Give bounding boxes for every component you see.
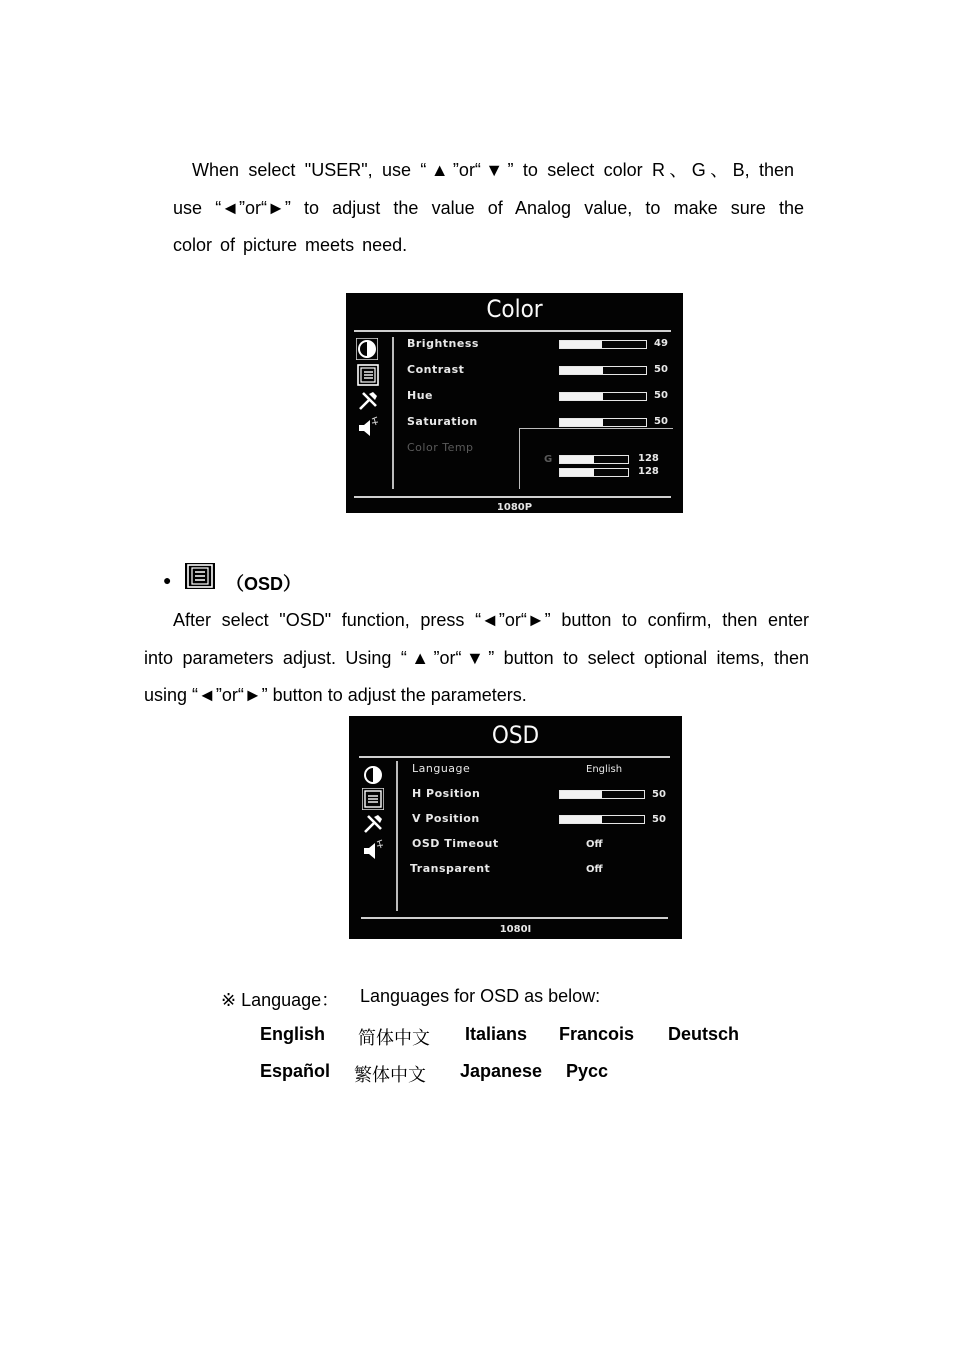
contrast-icon (356, 338, 378, 360)
h-position-value: 50 (652, 789, 666, 800)
language-item: Deutsch (668, 1024, 740, 1044)
h-position-label: H Position (412, 787, 481, 800)
osd-menu-title: OSD (491, 721, 540, 749)
contrast-icon (362, 764, 384, 786)
sub-bar-1-value: 128 (638, 453, 659, 464)
color-menu-screenshot (346, 293, 683, 513)
language-value: English (586, 764, 623, 775)
tools-icon (362, 813, 384, 835)
user-color-instruction-line1: When select "USER", use “▲”or“▼” to select color R、G、B, then (192, 160, 794, 180)
osd-menu-icon (185, 563, 215, 589)
osd-bullet: ● (163, 572, 172, 588)
color-menu-side-divider (392, 337, 394, 489)
language-item: Español (260, 1061, 331, 1081)
user-color-instruction-line2: use “◄”or“►” to adjust the value of Analog value, to make sure the (173, 198, 804, 218)
osd-menu-icon (362, 788, 384, 810)
language-list-row2 (0, 1061, 954, 1085)
color-menu-title: Color (486, 295, 543, 323)
transparent-label: Transparent (410, 862, 491, 875)
language-label: Language (412, 762, 471, 775)
osd-menu-side-divider (396, 761, 398, 911)
speaker-icon (357, 416, 379, 438)
contrast-label: Contrast (407, 363, 465, 376)
osd-menu-screenshot (349, 716, 682, 939)
sub-panel-g-label: G (544, 454, 553, 465)
brightness-bar (559, 340, 647, 349)
osd-menu-bottom-divider (361, 917, 668, 919)
osd-instruction-line1: After select "OSD" function, press “◄”or“►” button to confirm, then enter (173, 610, 809, 630)
transparent-value: Off (586, 864, 603, 875)
sub-panel-left-line (519, 428, 520, 489)
contrast-value: 50 (654, 364, 668, 375)
brightness-bar-fill (560, 341, 602, 348)
language-item: 繁体中文 (354, 1065, 426, 1085)
osd-menu-top-divider (359, 756, 670, 758)
language-item: English (260, 1024, 326, 1044)
user-color-instruction-line3: color of picture meets need. (173, 235, 408, 255)
osd-timeout-label: OSD Timeout (412, 837, 499, 850)
brightness-value: 49 (654, 338, 668, 349)
sub-panel-top-line (519, 428, 673, 429)
contrast-bar-fill (560, 367, 603, 374)
sub-bar-1 (559, 455, 629, 464)
brightness-label: Brightness (407, 337, 479, 350)
color-temp-label: Color Temp (407, 441, 474, 454)
language-item: Japanese (460, 1061, 543, 1081)
osd-heading: （OSD） (226, 574, 302, 594)
saturation-value: 50 (654, 416, 668, 427)
osd-menu-resolution: 1080I (499, 924, 532, 935)
saturation-bar-fill (560, 419, 603, 426)
h-position-bar-fill (560, 791, 602, 798)
color-menu-resolution: 1080P (496, 502, 533, 513)
sub-bar-2 (559, 468, 629, 477)
hue-bar-fill (560, 393, 603, 400)
language-list-row1 (0, 1024, 954, 1048)
osd-instruction-line2: into parameters adjust. Using “▲”or“▼” button to select optional items, then (144, 648, 809, 668)
language-item: Francois (559, 1024, 635, 1044)
language-item: 简体中文 (358, 1028, 430, 1048)
v-position-bar-fill (560, 816, 602, 823)
v-position-bar (559, 815, 645, 824)
contrast-bar (559, 366, 647, 375)
saturation-bar (559, 418, 647, 427)
hue-value: 50 (654, 390, 668, 401)
sub-bar-2-value: 128 (638, 466, 659, 477)
language-item: Pycc (566, 1061, 609, 1081)
sub-bar-1-fill (560, 456, 594, 463)
color-menu-top-divider (354, 330, 671, 332)
tools-icon (357, 390, 379, 412)
language-note-label: ※ Language： (221, 990, 340, 1010)
osd-instruction-line3: using “◄”or“►” button to adjust the parameters. (144, 685, 527, 705)
speaker-icon (362, 839, 384, 861)
v-position-value: 50 (652, 814, 666, 825)
h-position-bar (559, 790, 645, 799)
language-note-text: Languages for OSD as below: (360, 986, 601, 1006)
v-position-label: V Position (412, 812, 480, 825)
saturation-label: Saturation (407, 415, 478, 428)
hue-bar (559, 392, 647, 401)
osd-timeout-value: Off (586, 839, 603, 850)
color-menu-bottom-divider (354, 496, 671, 498)
language-item: Italians (465, 1024, 528, 1044)
sub-bar-2-fill (560, 469, 594, 476)
hue-label: Hue (407, 389, 433, 402)
osd-menu-icon (357, 364, 379, 386)
